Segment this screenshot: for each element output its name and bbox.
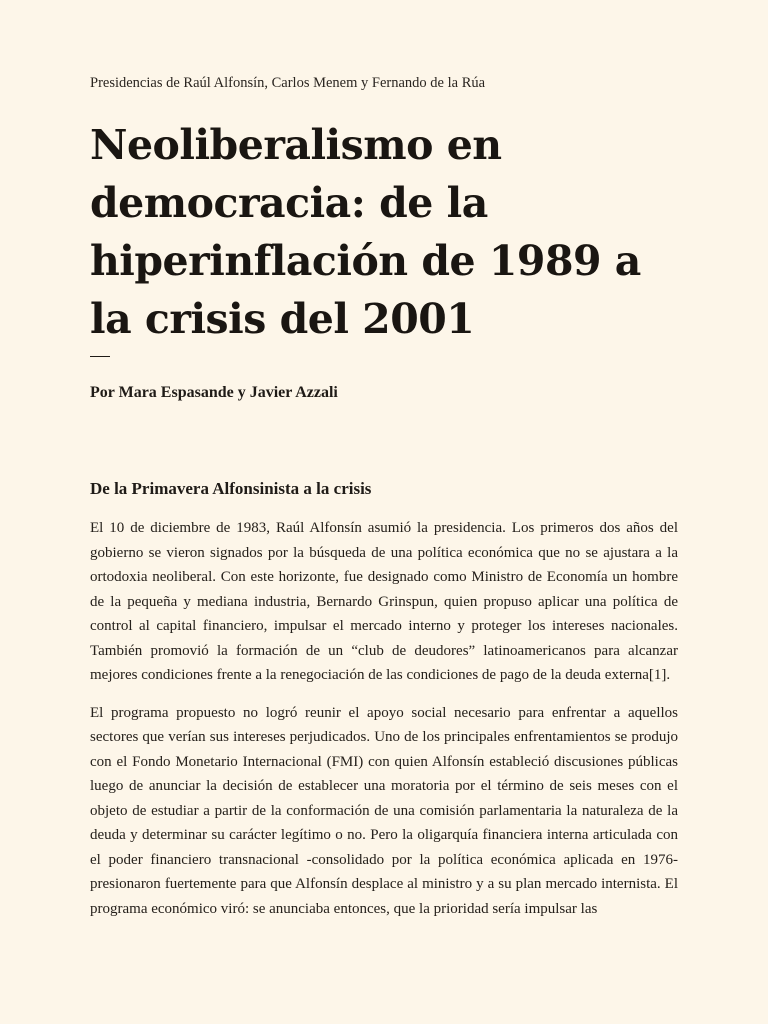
article-kicker: Presidencias de Raúl Alfonsín, Carlos Menem y Fernando de la Rúa (90, 75, 486, 91)
article-title: Neoliberalismo en democracia: de la hiperinflación de 1989 a la crisis del 2001 (90, 121, 641, 343)
section-heading: De la Primavera Alfonsinista a la crisis (90, 479, 372, 498)
body-paragraph: El 10 de diciembre de 1983, Raúl Alfonsín asumió la presidencia. Los primeros dos años del gobierno se vieron signados por la búsqueda de una política económica que no se ajustara a la ortodoxia neoliberal. Con este horizonte, fue designado como Ministro de Economía un hombre de la pequeña y mediana industria, Bernardo Grinspun, quien propuso aplicar una política de control al capital financiero, impulsar el mercado interno y proteger los intereses nacionales. También promovió la formación de un “club de deudores” latinoamericanos para alcanzar mejores condiciones frente a la renegociación de las condiciones de pago de la deuda externa[1]. (90, 520, 678, 683)
body-paragraph: El programa propuesto no logró reunir el apoyo social necesario para enfrentar a aquellos sectores que verían sus intereses perjudicados. Uno de los principales enfrentamientos se produjo con el Fondo Monetario Internacional (FMI) con quien Alfonsín estableció discusiones públicas luego de anunciar la decisión de establecer una moratoria por el término de seis meses con el objeto de estudiar a partir de la conformación de una comisión parlamentaria la naturaleza de la deuda y determinar su carácter legítimo o no. Pero la oligarquía financiera interna articulada con el poder financiero transnacional -consolidado por la política económica aplicada en 1976- presionaron fuertemente para que Alfonsín desplace al ministro y a su plan mercado internista. El programa económico viró: se anunciaba entonces, que la prioridad sería impulsar las (90, 704, 678, 917)
title-divider (90, 356, 110, 357)
article-body (90, 516, 678, 934)
article-byline: Por Mara Espasande y Javier Azzali (90, 384, 338, 401)
